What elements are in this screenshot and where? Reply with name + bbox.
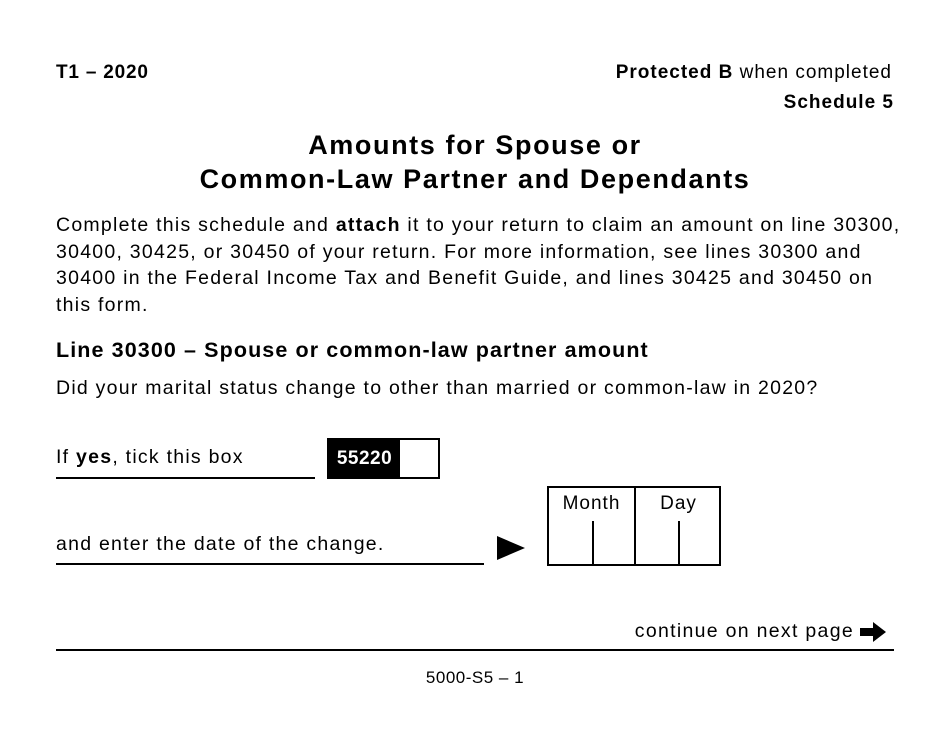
protected-suffix: when completed: [733, 62, 892, 83]
right-arrow-icon: [858, 621, 888, 643]
field-code-label: 55220: [329, 440, 400, 477]
continue-text: continue on next page: [634, 620, 854, 642]
form-number: 5000-S5 – 1: [425, 668, 525, 687]
date-of-change-field: [547, 486, 721, 566]
continue-notice: [635, 620, 888, 643]
marital-change-checkbox-field: [327, 438, 440, 479]
protected-notice: [616, 62, 892, 84]
marital-status-question: Did your marital status change to other than married or common-law in 2020?: [56, 377, 819, 399]
right-triangle-arrow-icon: [497, 536, 525, 560]
intro-bold: attach: [335, 214, 401, 236]
day-label: Day: [660, 493, 697, 514]
month-label: Month: [562, 493, 621, 514]
tick-label-suffix: , tick this box: [112, 446, 244, 468]
tick-label-underline: [56, 477, 315, 479]
date-instruction-underline: [56, 563, 484, 565]
protected-level: Protected B: [615, 62, 734, 83]
tick-label-prefix: If: [56, 446, 77, 468]
schedule-label: Schedule 5: [783, 92, 894, 113]
intro-paragraph: [56, 212, 906, 318]
marital-change-checkbox[interactable]: [400, 440, 438, 477]
intro-text-2: it to your return to claim an amount on line 30300, 30400, 30425, or 30450 of your return. For more information, see lines 30300 and 30400 in the Federal Income Tax and Benefit Guide, and lines 30425 and 30450 on this form.: [56, 214, 901, 316]
date-instruction: and enter the date of the change.: [56, 533, 385, 555]
month-input[interactable]: [549, 521, 634, 564]
page-title-line-2: Common-Law Partner and Dependants: [199, 164, 751, 194]
intro-text-1: Complete this schedule and: [56, 214, 336, 236]
page-title: [0, 128, 950, 196]
page-title-line-1: Amounts for Spouse or: [308, 130, 642, 160]
tick-label-yes: yes: [76, 446, 113, 468]
tick-box-label: [56, 446, 244, 469]
form-identifier: T1 – 2020: [56, 62, 149, 83]
footer-rule: [56, 649, 894, 651]
day-input[interactable]: [636, 521, 721, 564]
section-heading: Line 30300 – Spouse or common-law partner amount: [56, 338, 649, 362]
